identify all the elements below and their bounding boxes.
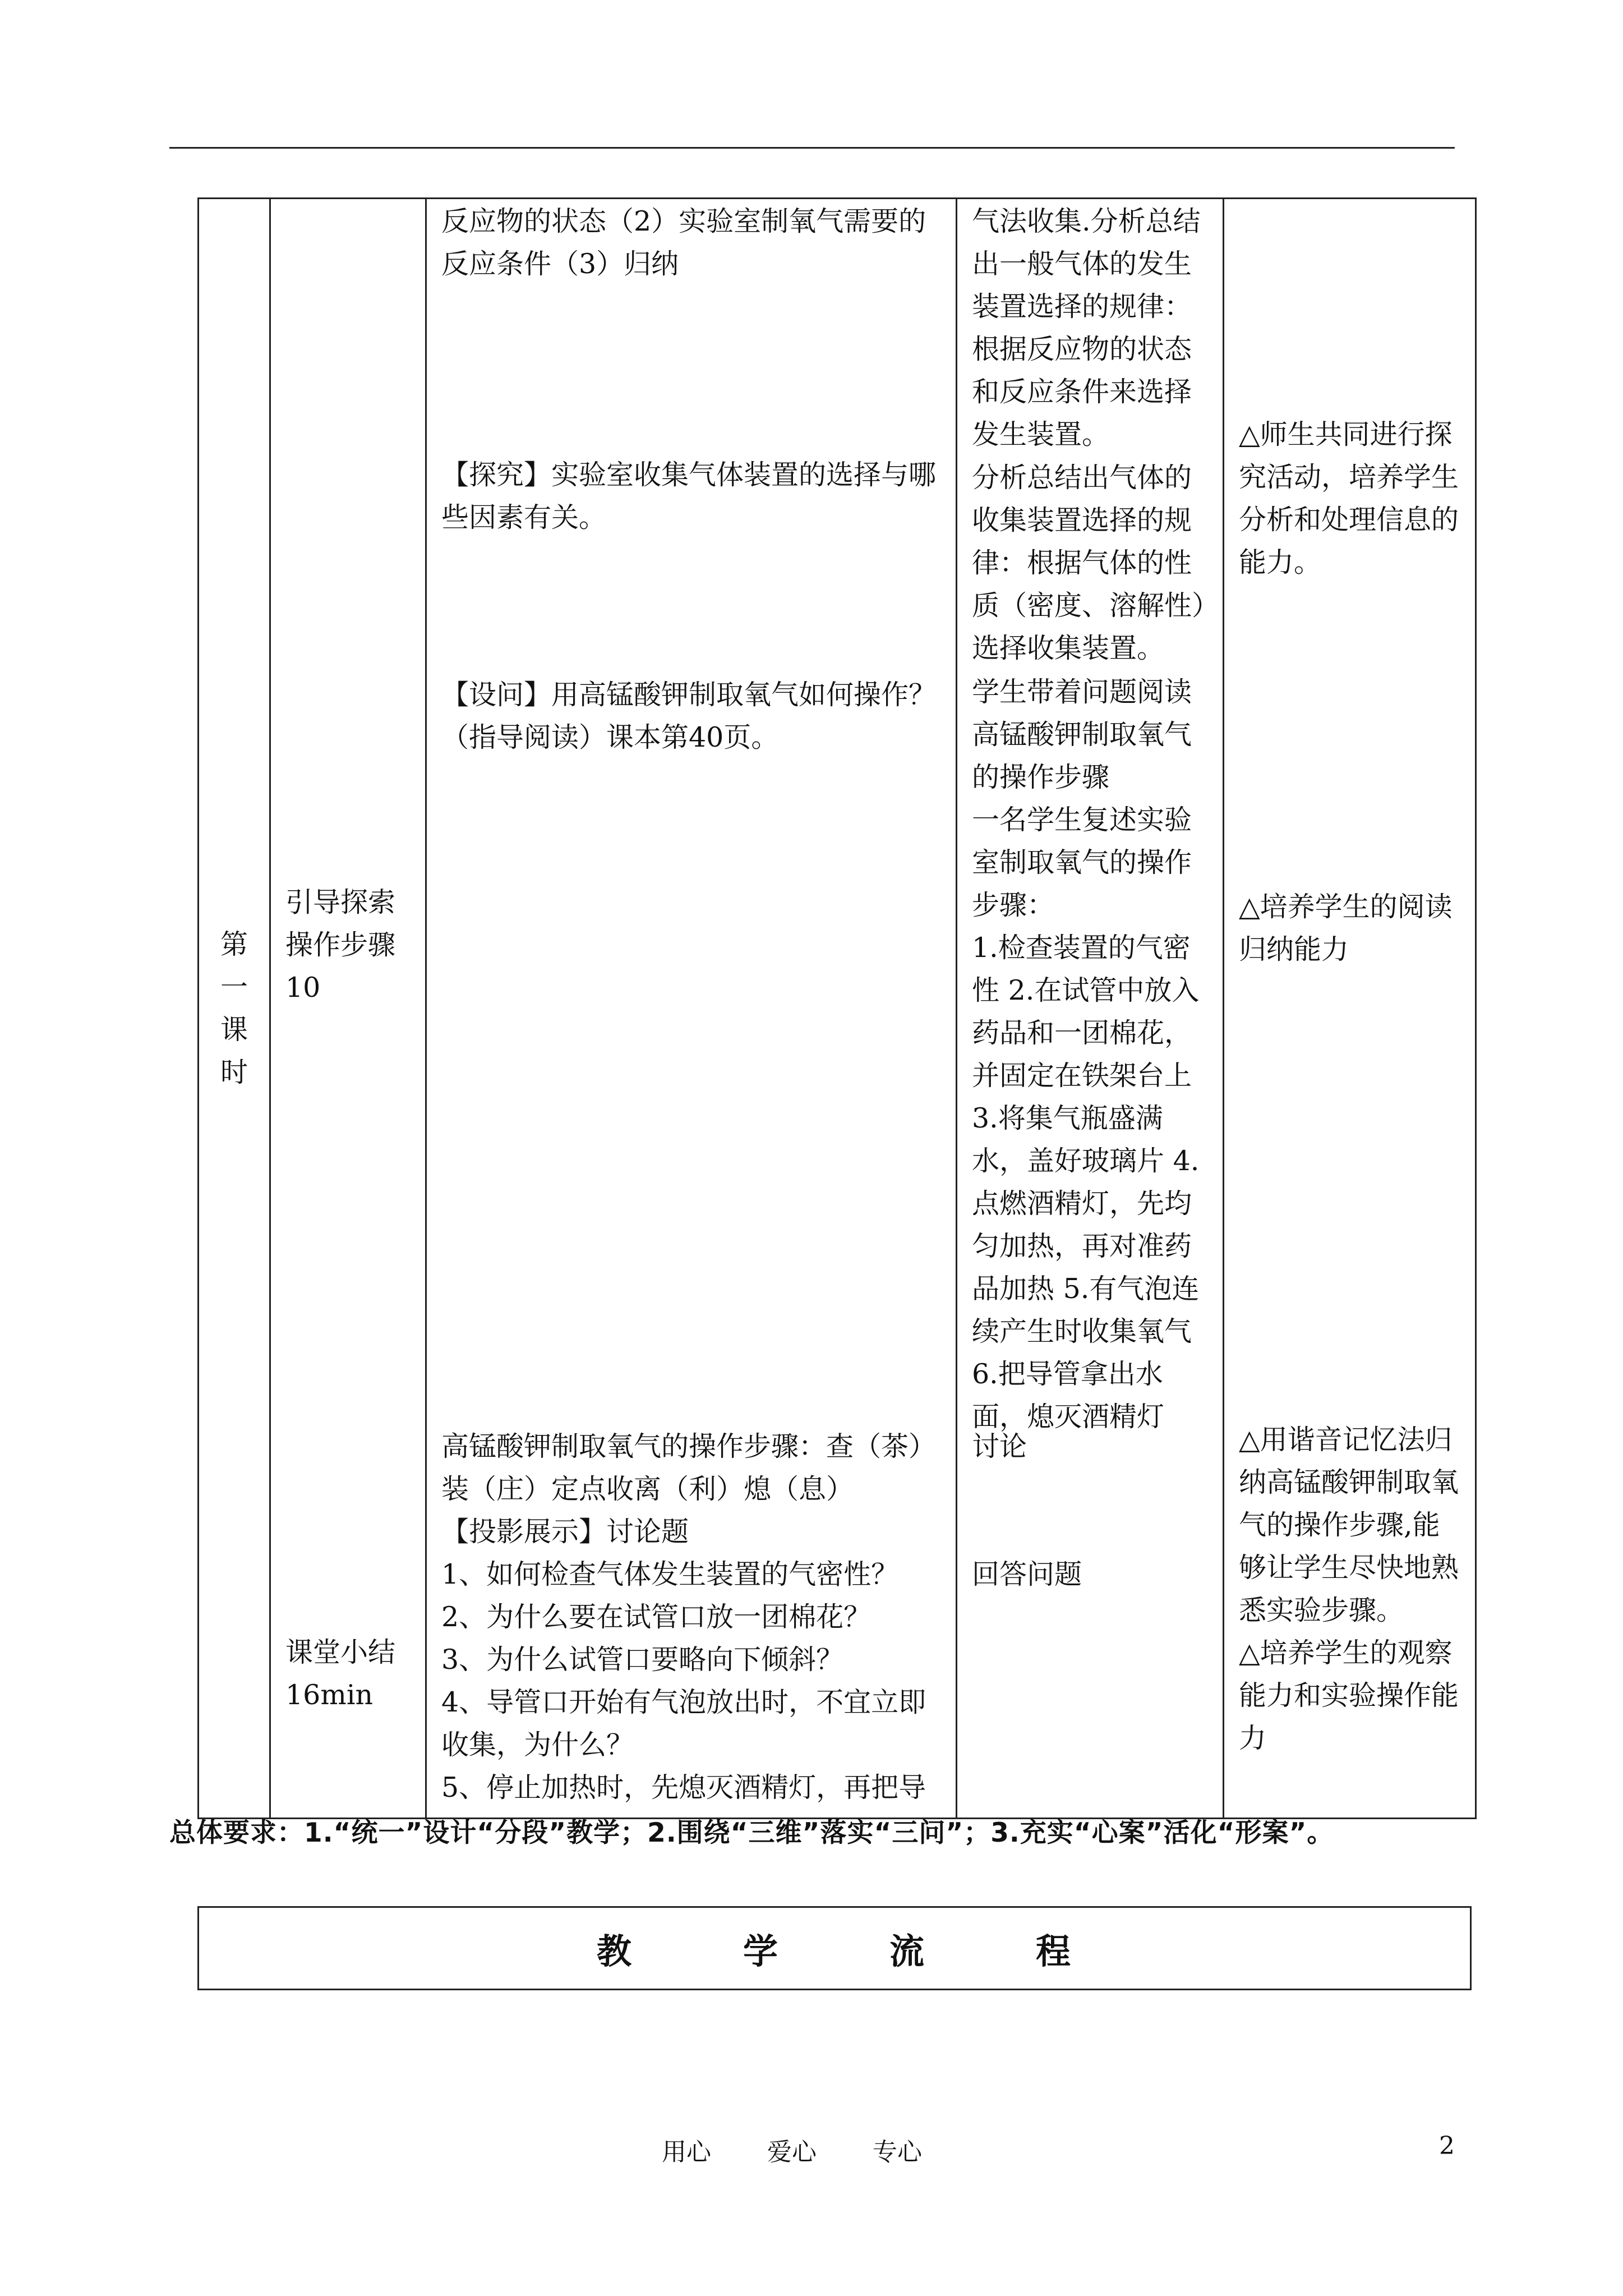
- teaching-flow-box: [197, 1906, 1472, 1990]
- teacher-activity-text: 【探究】实验室收集气体装置的选择与哪些因素有关。: [441, 459, 937, 533]
- student-activity-column: [957, 199, 1224, 1819]
- design-intent-column: [1224, 199, 1476, 1819]
- lesson-period-label: 第 一 课 时: [220, 928, 248, 1088]
- stage-text: [271, 199, 425, 671]
- design-intent-text: △用谐音记忆法归纳高锰酸钾制取氧气的操作步骤,能够让学生尽快地熟悉实验步骤。 △培养学生的观察能力和实验操作能力: [1239, 1424, 1459, 1754]
- flow-title-char: 流: [889, 1930, 926, 1972]
- footer-word: 爱心: [767, 2138, 817, 2166]
- teacher-activity-text: 【设问】用高锰酸钾制取氧气如何操作？（指导阅读）课本第40页。: [441, 679, 937, 753]
- teacher-activity-column: [426, 199, 957, 1819]
- student-activity-text: 学生带着问题阅读高锰酸钾制取氧气的操作步骤 一名学生复述实验室制取氧气的操作步骤： 1.检查装置的气密性 2.在试管中放入药品和一团棉花，并固定在铁架台上3.将集气瓶盛满水，盖好玻璃片 4.点燃酒精灯，先均匀加热，再对准药品加热 5.有气泡连续产生时收集氧气 6.把导管拿出水面，熄灭酒精灯: [972, 676, 1200, 1433]
- page-number: 2: [1439, 2132, 1455, 2160]
- footer-word: 用心: [662, 2138, 711, 2166]
- flow-title-char: 程: [1036, 1930, 1073, 1972]
- teacher-activity-text: 反应物的状态（2）实验室制氧气需要的反应条件（3）归纳: [441, 205, 926, 280]
- flow-title-char: 教: [596, 1930, 633, 1972]
- student-activity-text: 讨论 回答问题: [972, 1430, 1082, 1590]
- student-activity-text: 分析总结出气体的收集装置选择的规律：根据气体的性质（密度、溶解性）选择收集装置。: [972, 462, 1206, 664]
- design-intent-text: [1224, 199, 1475, 412]
- flow-title-char: 学: [743, 1930, 780, 1972]
- lesson-plan-table: [197, 197, 1477, 1819]
- design-intent-text: △师生共同进行探究活动，培养学生分析和处理信息的能力。: [1239, 418, 1459, 578]
- student-activity-text: 气法收集.分析总结出一般气体的发生装置选择的规律：根据反应物的状态和反应条件来选择发生装置。: [972, 205, 1201, 450]
- overall-requirement: 总体要求：1.“统一”设计“分段”教学；2.围绕“三维”落实“三问”；3.充实“心案”活化“形案”。: [169, 1818, 1334, 1848]
- stage-text: [271, 671, 425, 880]
- table-row: [199, 199, 1476, 1819]
- stage-text: 引导探索操作步骤10: [285, 886, 396, 1004]
- stage-text: 课堂小结16min: [285, 1636, 396, 1711]
- header-rule: [169, 147, 1455, 149]
- design-intent-text: △培养学生的阅读归纳能力: [1239, 891, 1453, 965]
- stage-column: [270, 199, 426, 1819]
- footer-word: 专心: [873, 2138, 922, 2166]
- lesson-period-cell: [199, 199, 270, 1819]
- teacher-activity-text: 高锰酸钾制取氧气的操作步骤：查（茶）装（庄）定点收离（利）熄（息） 【投影展示】讨论题 1、如何检查气体发生装置的气密性？ 2、为什么要在试管口放一团棉花？ 3、为什么试管口要略向下倾斜？ 4、导管口开始有气泡放出时，不宜立即收集，为什么？ 5、停止加热时，先熄灭酒精灯，再把导: [441, 1430, 937, 1803]
- teaching-flow-title: [542, 1924, 1127, 1973]
- footer-motto: [662, 2132, 922, 2168]
